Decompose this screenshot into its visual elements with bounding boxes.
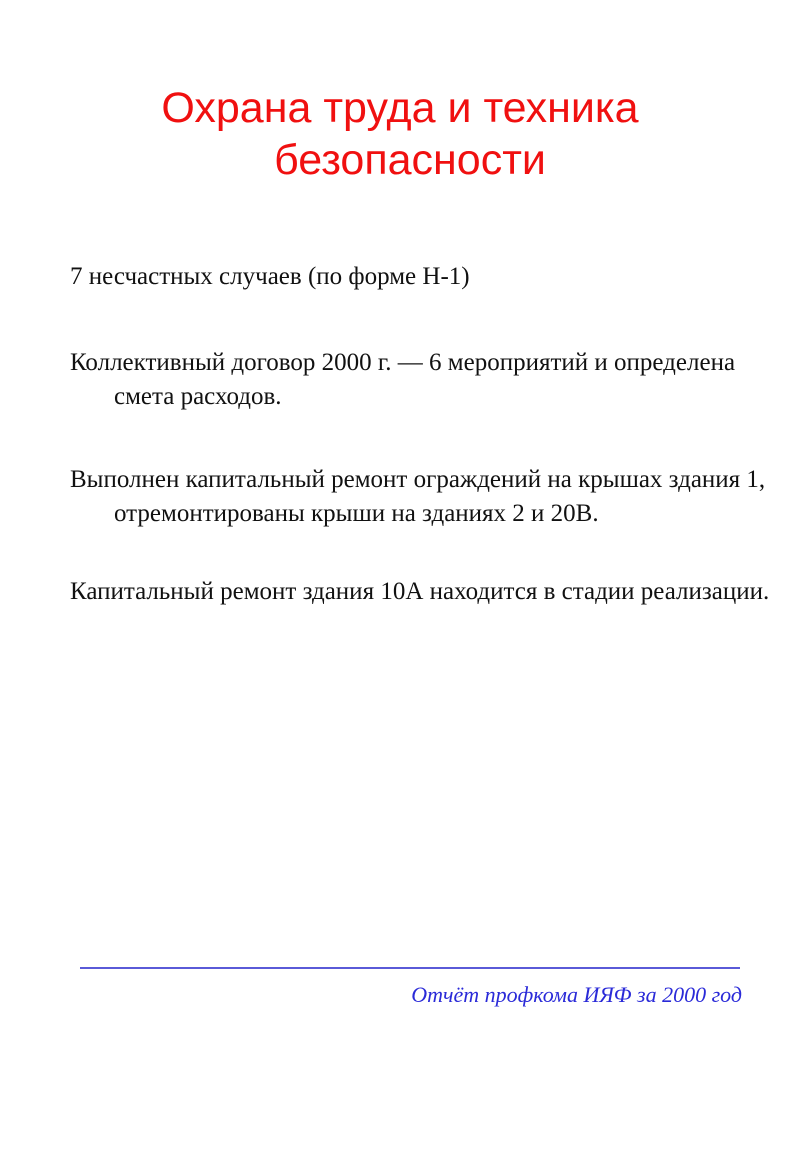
- paragraph-building-repair: Капитальный ремонт здания 10А находится в стадии реализации.: [70, 578, 770, 605]
- slide-title: [100, 82, 700, 186]
- paragraph-roof-repair: Выполнен капитальный ремонт ограждений на крышах здания 1, отремонтированы крыши на зданиях 2 и 20В.: [70, 466, 766, 527]
- slide-title-line-2: безопасности: [274, 136, 546, 184]
- paragraph-accidents: 7 несчастных случаев (по форме Н-1): [70, 263, 470, 290]
- paragraph-collective-agreement: Коллективный договор 2000 г. — 6 мероприятий и определена смета расходов.: [70, 349, 736, 410]
- footer-divider: [80, 967, 740, 969]
- footer-caption: Отчёт профкома ИЯФ за 2000 год: [411, 982, 742, 1007]
- slide-title-line-1: Охрана труда и техника: [161, 84, 639, 132]
